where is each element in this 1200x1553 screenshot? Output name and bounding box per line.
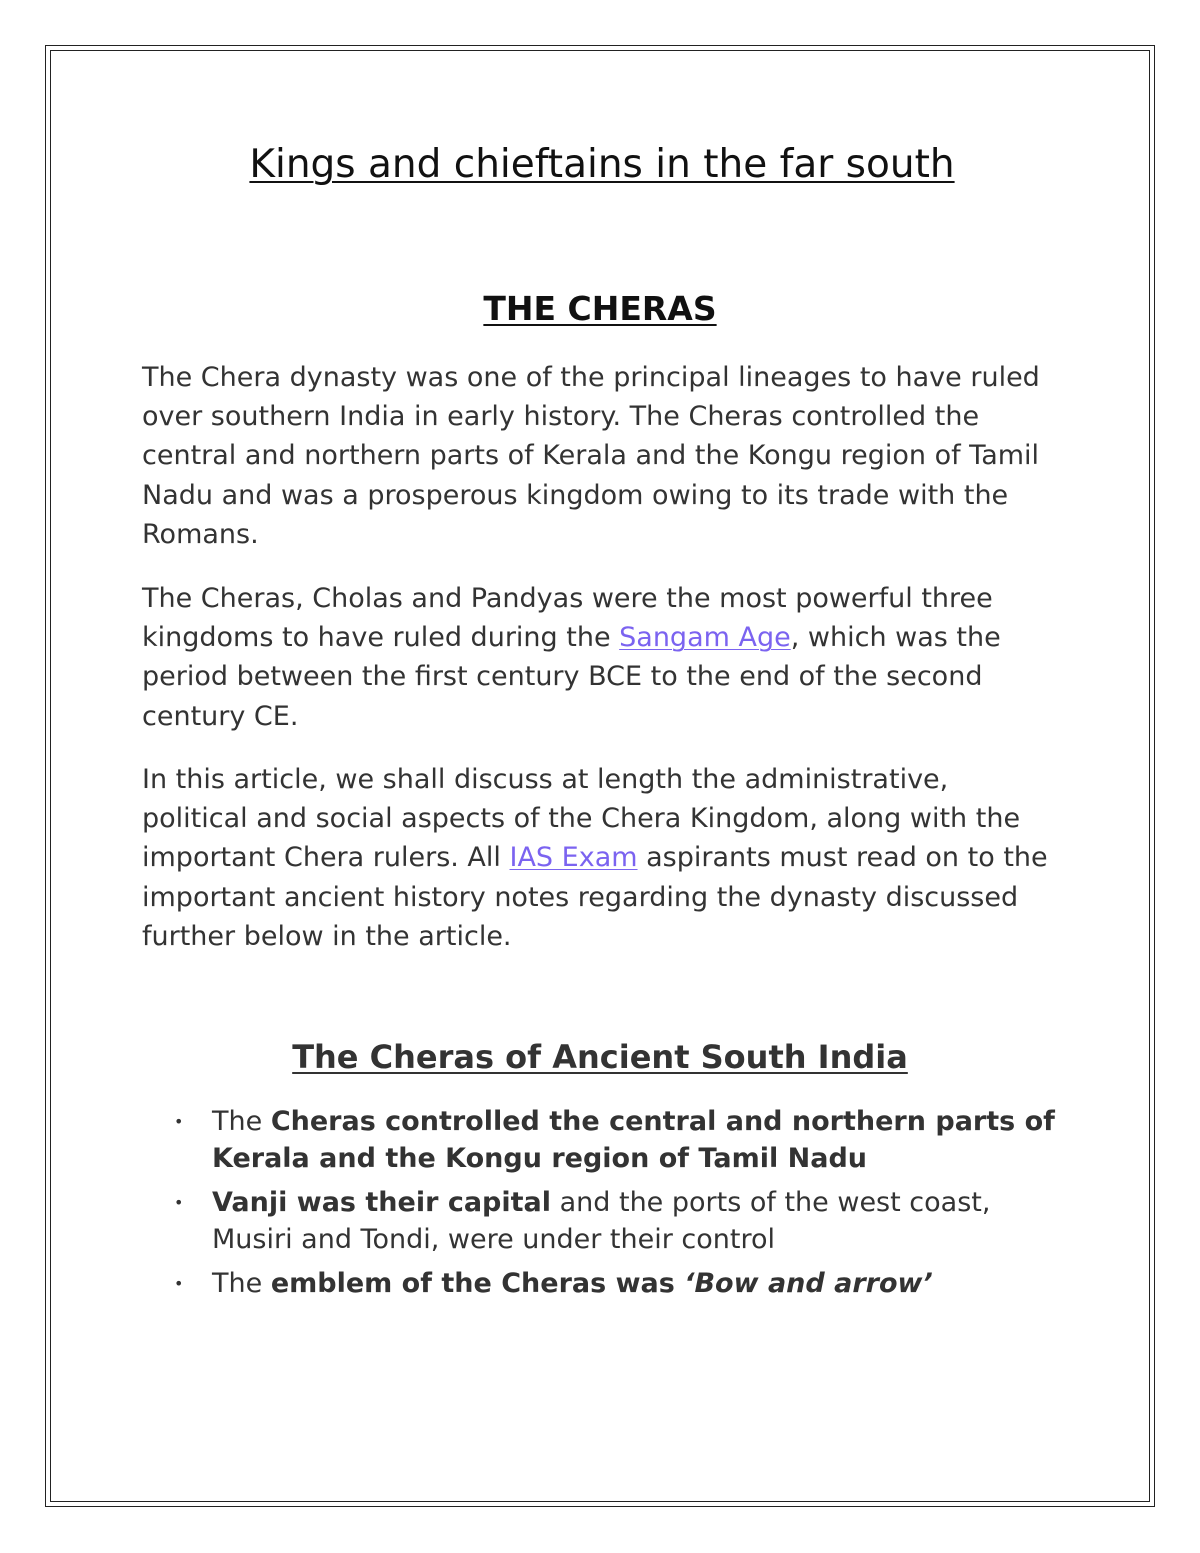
document-title: Kings and chieftains in the far south [249, 142, 955, 187]
bullet-dot-icon: • [174, 1112, 184, 1131]
bullet-list [142, 1103, 1060, 1309]
bullet-dot-icon: • [174, 1274, 184, 1293]
article-intro-text-before: In this article, we shall discuss at length the administrative, political and social aspects of the Chera Kingdom, along with the important Chera rulers. All [142, 764, 1021, 874]
sangam-paragraph [142, 579, 1060, 736]
bullet-dot-icon: • [174, 1193, 184, 1212]
bullet-text-bold-italic: ‘Bow and arrow’ [684, 1268, 933, 1299]
list-item [142, 1265, 1060, 1302]
subsection-title: The Cheras of Ancient South India [292, 1038, 908, 1076]
bullet-text-bold: Cheras controlled the central and northern parts of Kerala and the Kongu region of Tamil Nadu [212, 1106, 1055, 1174]
bullet-text-pre: The [212, 1268, 271, 1299]
list-item [142, 1184, 1060, 1258]
list-item [142, 1103, 1060, 1177]
bullet-text-bold: emblem of the Cheras was [270, 1268, 685, 1299]
sangam-paragraph-text-after: , which was the period between the first century BCE to the end of the second century CE. [142, 622, 1001, 732]
sangam-paragraph-text-before: The Cheras, Cholas and Pandyas were the most powerful three kingdoms to have ruled during the [142, 583, 993, 654]
ias-exam-link[interactable]: IAS Exam [509, 842, 638, 874]
sangam-age-link[interactable]: Sangam Age [619, 622, 791, 654]
article-intro-paragraph [142, 760, 1060, 956]
bullet-text-post: and the ports of the west coast, Musiri and Tondi, were under their control [212, 1187, 991, 1255]
bullet-text-bold: Vanji was their capital [212, 1187, 552, 1218]
section-title-cheras: THE CHERAS [483, 289, 717, 328]
intro-paragraph-text: The Chera dynasty was one of the principal lineages to have ruled over southern India in early history. The Cheras controlled the central and northern parts of Kerala and the Kongu region of Tamil Nadu and was a prosperous kingdom owing to its trade with the Romans. [142, 362, 1040, 550]
article-intro-text-after: aspirants must read on to the important ancient history notes regarding the dynasty discussed further below in the article. [142, 842, 1048, 952]
bullet-text-pre: The [212, 1106, 271, 1137]
intro-paragraph [142, 358, 1060, 554]
